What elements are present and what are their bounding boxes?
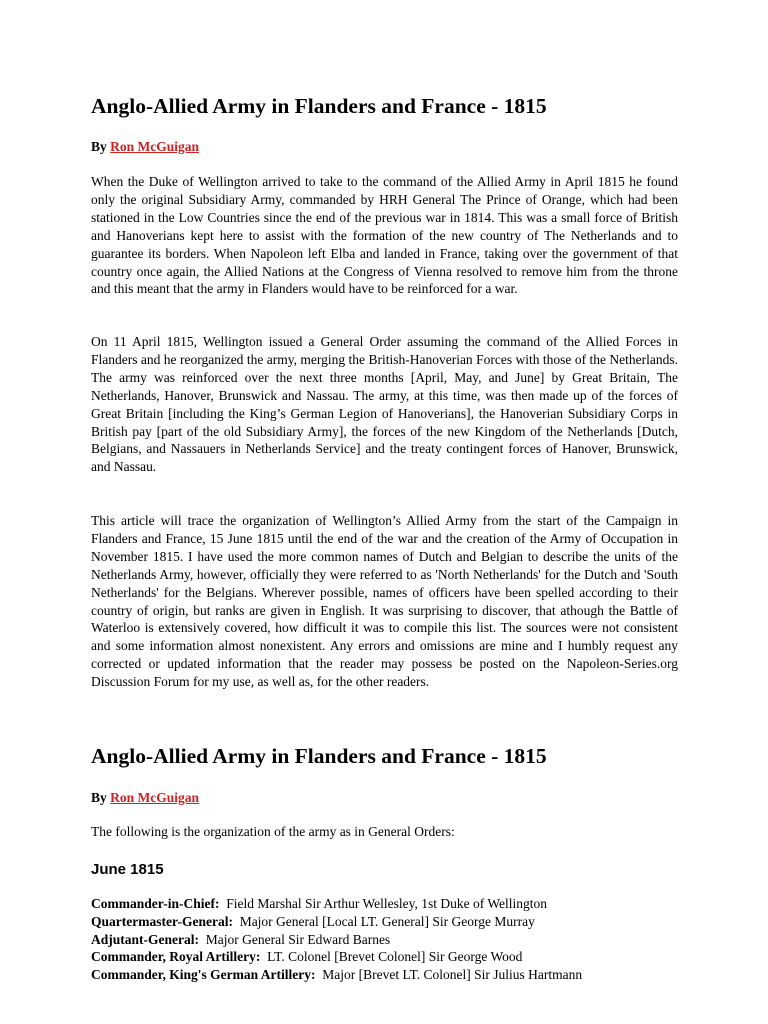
- author-link[interactable]: Ron McGuigan: [110, 139, 200, 154]
- role-title: Commander, King's German Artillery:: [91, 967, 316, 983]
- role-title: Commander-in-Chief:: [91, 896, 220, 911]
- byline-2: [91, 790, 199, 806]
- role-holder: Major General Sir Edward Barnes: [205, 931, 391, 947]
- paragraph-2: On 11 April 1815, Wellington issued a General Order assuming the command of the Allied Forces in Flanders and he reorganized the army, merging the British-Hanoverian Forces with those of the Netherlands. The army was reinforced over the next three months [April, May, and June] by Great Britain, The Netherlands, Hanover, Brunswick and Nassau. The army, at this time, was then made up of the forces of Great Britain [including the King’s German Legion of Hanoverians], the Hanoverian Subsidiary Corps in British pay [part of the old Subsidiary Army], the forces of the new Kingdom of the Netherlands [Dutch, Belgians, and Nassauers in Netherlands Service] and the treaty contingent forces of Hanover, Brunswick, and Nassau.: [91, 334, 678, 475]
- paragraph-1: When the Duke of Wellington arrived to take to the command of the Allied Army in April 1815 he found only the original Subsidiary Army, commanded by HRH General The Prince of Orange, which had been stationed in the Low Countries since the end of the previous war in 1814. This was a small force of British and Hanoverians kept here to assist with the formation of the new country of The Netherlands and to guarantee its borders. When Napoleon left Elba and landed in France, taking over the government of that country once again, the Allied Nations at the Congress of Vienna resolved to remove him from the throne and this meant that the army in Flanders would have to be reinforced for a war.: [91, 174, 678, 297]
- role-holder: Field Marshal Sir Arthur Wellesley, 1st Duke of Wellington: [226, 896, 548, 911]
- role-title: Commander, Royal Artillery:: [91, 949, 261, 965]
- role-title: Quartermaster-General:: [91, 913, 233, 929]
- command-staff-list: [91, 895, 582, 984]
- list-item: [91, 895, 582, 913]
- list-item: [91, 948, 582, 966]
- role-holder: LT. Colonel [Brevet Colonel] Sir George Wood: [267, 949, 523, 965]
- article-title: Anglo-Allied Army in Flanders and France - 1815: [91, 94, 547, 118]
- list-item: [91, 931, 582, 949]
- list-item: [91, 966, 582, 984]
- role-holder: Major [Brevet LT. Colonel] Sir Julius Hartmann: [322, 967, 583, 983]
- byline: [91, 139, 199, 155]
- role-title: Adjutant-General:: [91, 931, 199, 947]
- by-label: By: [91, 139, 107, 154]
- list-item: [91, 913, 582, 931]
- by-label: By: [91, 790, 107, 805]
- section-title: Anglo-Allied Army in Flanders and France - 1815: [91, 744, 547, 768]
- date-subheading: June 1815: [91, 861, 164, 878]
- role-holder: Major General [Local LT. General] Sir George Murray: [239, 913, 535, 929]
- paragraph-3: This article will trace the organization of Wellington’s Allied Army from the start of the Campaign in Flanders and France, 15 June 1815 until the end of the war and the creation of the Army of Occupation in November 1815. I have used the more common names of Dutch and Belgian to describe the units of the Netherlands Army, however, officially they were referred to as 'North Netherlands' for the Dutch and 'South Netherlands' for the Belgians. Wherever possible, names of officers have been spelled according to their country of origin, but ranks are given in English. It was surprising to discover, that athough the Battle of Waterloo is extensively covered, how difficult it was to compile this list. The sources were not consistent and some information almost nonexistent. Any errors and omissions are mine and I humbly request any corrected or updated information that the reader may possess be posted on the Napoleon-Series.org Discussion Forum for my use, as well as, for the other readers.: [91, 513, 678, 690]
- author-link[interactable]: Ron McGuigan: [110, 790, 200, 805]
- intro-text: The following is the organization of the army as in General Orders:: [91, 824, 455, 839]
